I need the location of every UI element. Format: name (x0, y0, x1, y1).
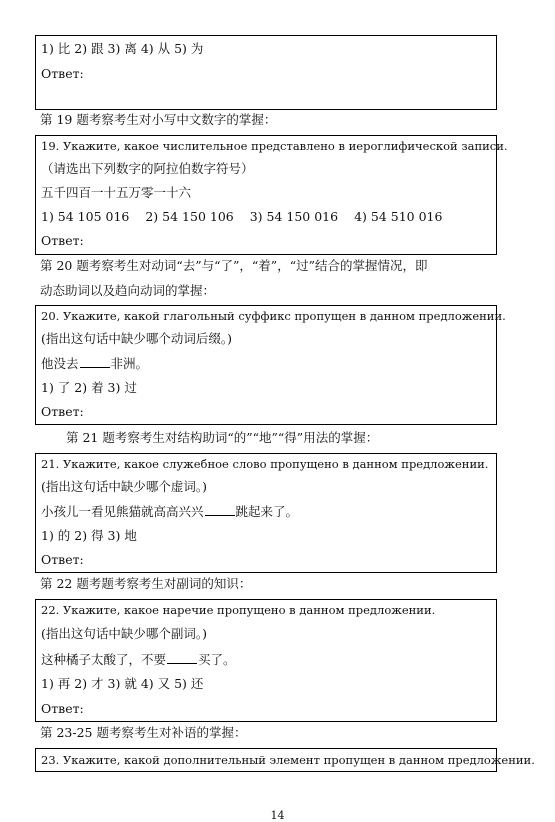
q22-sentence-after: 买了。 (198, 652, 236, 667)
q23-prompt-ru: 23. Укажите, какой дополнительный элемент пропущен в данном предложении. (41, 753, 535, 767)
q20-sentence (41, 355, 148, 372)
q20-options: 1) 了 2) 着 3) 过 (41, 380, 137, 395)
q20-prompt-zh: (指出这句话中缺少哪个动词后缀。) (41, 331, 233, 346)
q19-prompt-zh: （请选出下列数字的阿拉伯数字符号） (41, 161, 254, 176)
q19-option-4: 4) 54 510 016 (354, 209, 443, 224)
q22-prompt-zh: (指出这句话中缺少哪个副词。) (41, 626, 208, 641)
q21-sentence-after: 跳起来了。 (235, 504, 299, 519)
q19-option-1: 1) 54 105 016 (41, 209, 130, 224)
note-20-line-2: 动态助词以及趋向动词的掌握： (40, 283, 216, 298)
q19-number-text: 五千四百一十五万零一十六 (41, 185, 192, 200)
q19-option-3: 3) 54 150 016 (249, 209, 339, 224)
q21-sentence (41, 503, 298, 520)
q19-prompt-ru: 19. Укажите, какое числительное представлено в иероглифической записи. (41, 139, 508, 153)
q20-answer-label: Ответ: (41, 404, 84, 419)
page-number: 14 (270, 809, 285, 822)
question-22-box (35, 599, 497, 722)
q21-options: 1) 的 2) 得 3) 地 (41, 528, 137, 543)
q20-sentence-after: 非洲。 (110, 356, 149, 371)
question-21-box (35, 453, 497, 573)
question-19-box (35, 135, 508, 255)
q18-answer-label: Ответ: (41, 66, 84, 81)
q21-prompt-zh: (指出这句话中缺少哪个虚词。) (41, 479, 208, 494)
q22-blank (167, 651, 197, 664)
q20-sentence-before: 他没去 (41, 356, 79, 371)
q21-blank (205, 503, 235, 516)
q22-answer-label: Ответ: (41, 701, 84, 716)
note-21: 第 21 题考察考生对结构助词“的”“地”“得”用法的掌握： (66, 430, 379, 445)
note-19: 第 19 题考察考生对小写中文数字的掌握： (40, 112, 277, 127)
note-23: 第 23-25 题考察考生对补语的掌握： (40, 725, 247, 740)
q19-answer-label: Ответ: (41, 233, 84, 248)
question-23-box (35, 748, 535, 772)
q22-prompt-ru: 22. Укажите, какое наречие пропущено в данном предложении. (41, 603, 436, 617)
q21-answer-label: Ответ: (41, 552, 84, 567)
q21-prompt-ru: 21. Укажите, какое служебное слово пропущено в данном предложении. (41, 457, 489, 471)
q21-sentence-before: 小孩儿一看见熊猫就高高兴兴 (41, 504, 204, 519)
q19-options (41, 209, 442, 225)
q18-options: 1) 比 2) 跟 3) 离 4) 从 5) 为 (41, 41, 204, 56)
q22-sentence (41, 651, 236, 668)
q19-option-2: 2) 54 150 106 (145, 209, 234, 224)
q20-prompt-ru: 20. Укажите, какой глагольный суффикс пропущен в данном предложении. (41, 309, 506, 323)
note-20-line-1: 第 20 题考察考生对动词“去”与“了”，“着”，“过”结合的掌握情况，即 (40, 258, 428, 273)
question-18-box (35, 35, 497, 110)
question-20-box (35, 305, 506, 425)
q22-options: 1) 再 2) 才 3) 就 4) 又 5) 还 (41, 676, 204, 691)
q22-sentence-before: 这种橘子太酸了，不要 (41, 652, 167, 667)
q20-blank (80, 355, 110, 368)
note-22: 第 22 题考题考察考生对副词的知识： (40, 576, 252, 591)
